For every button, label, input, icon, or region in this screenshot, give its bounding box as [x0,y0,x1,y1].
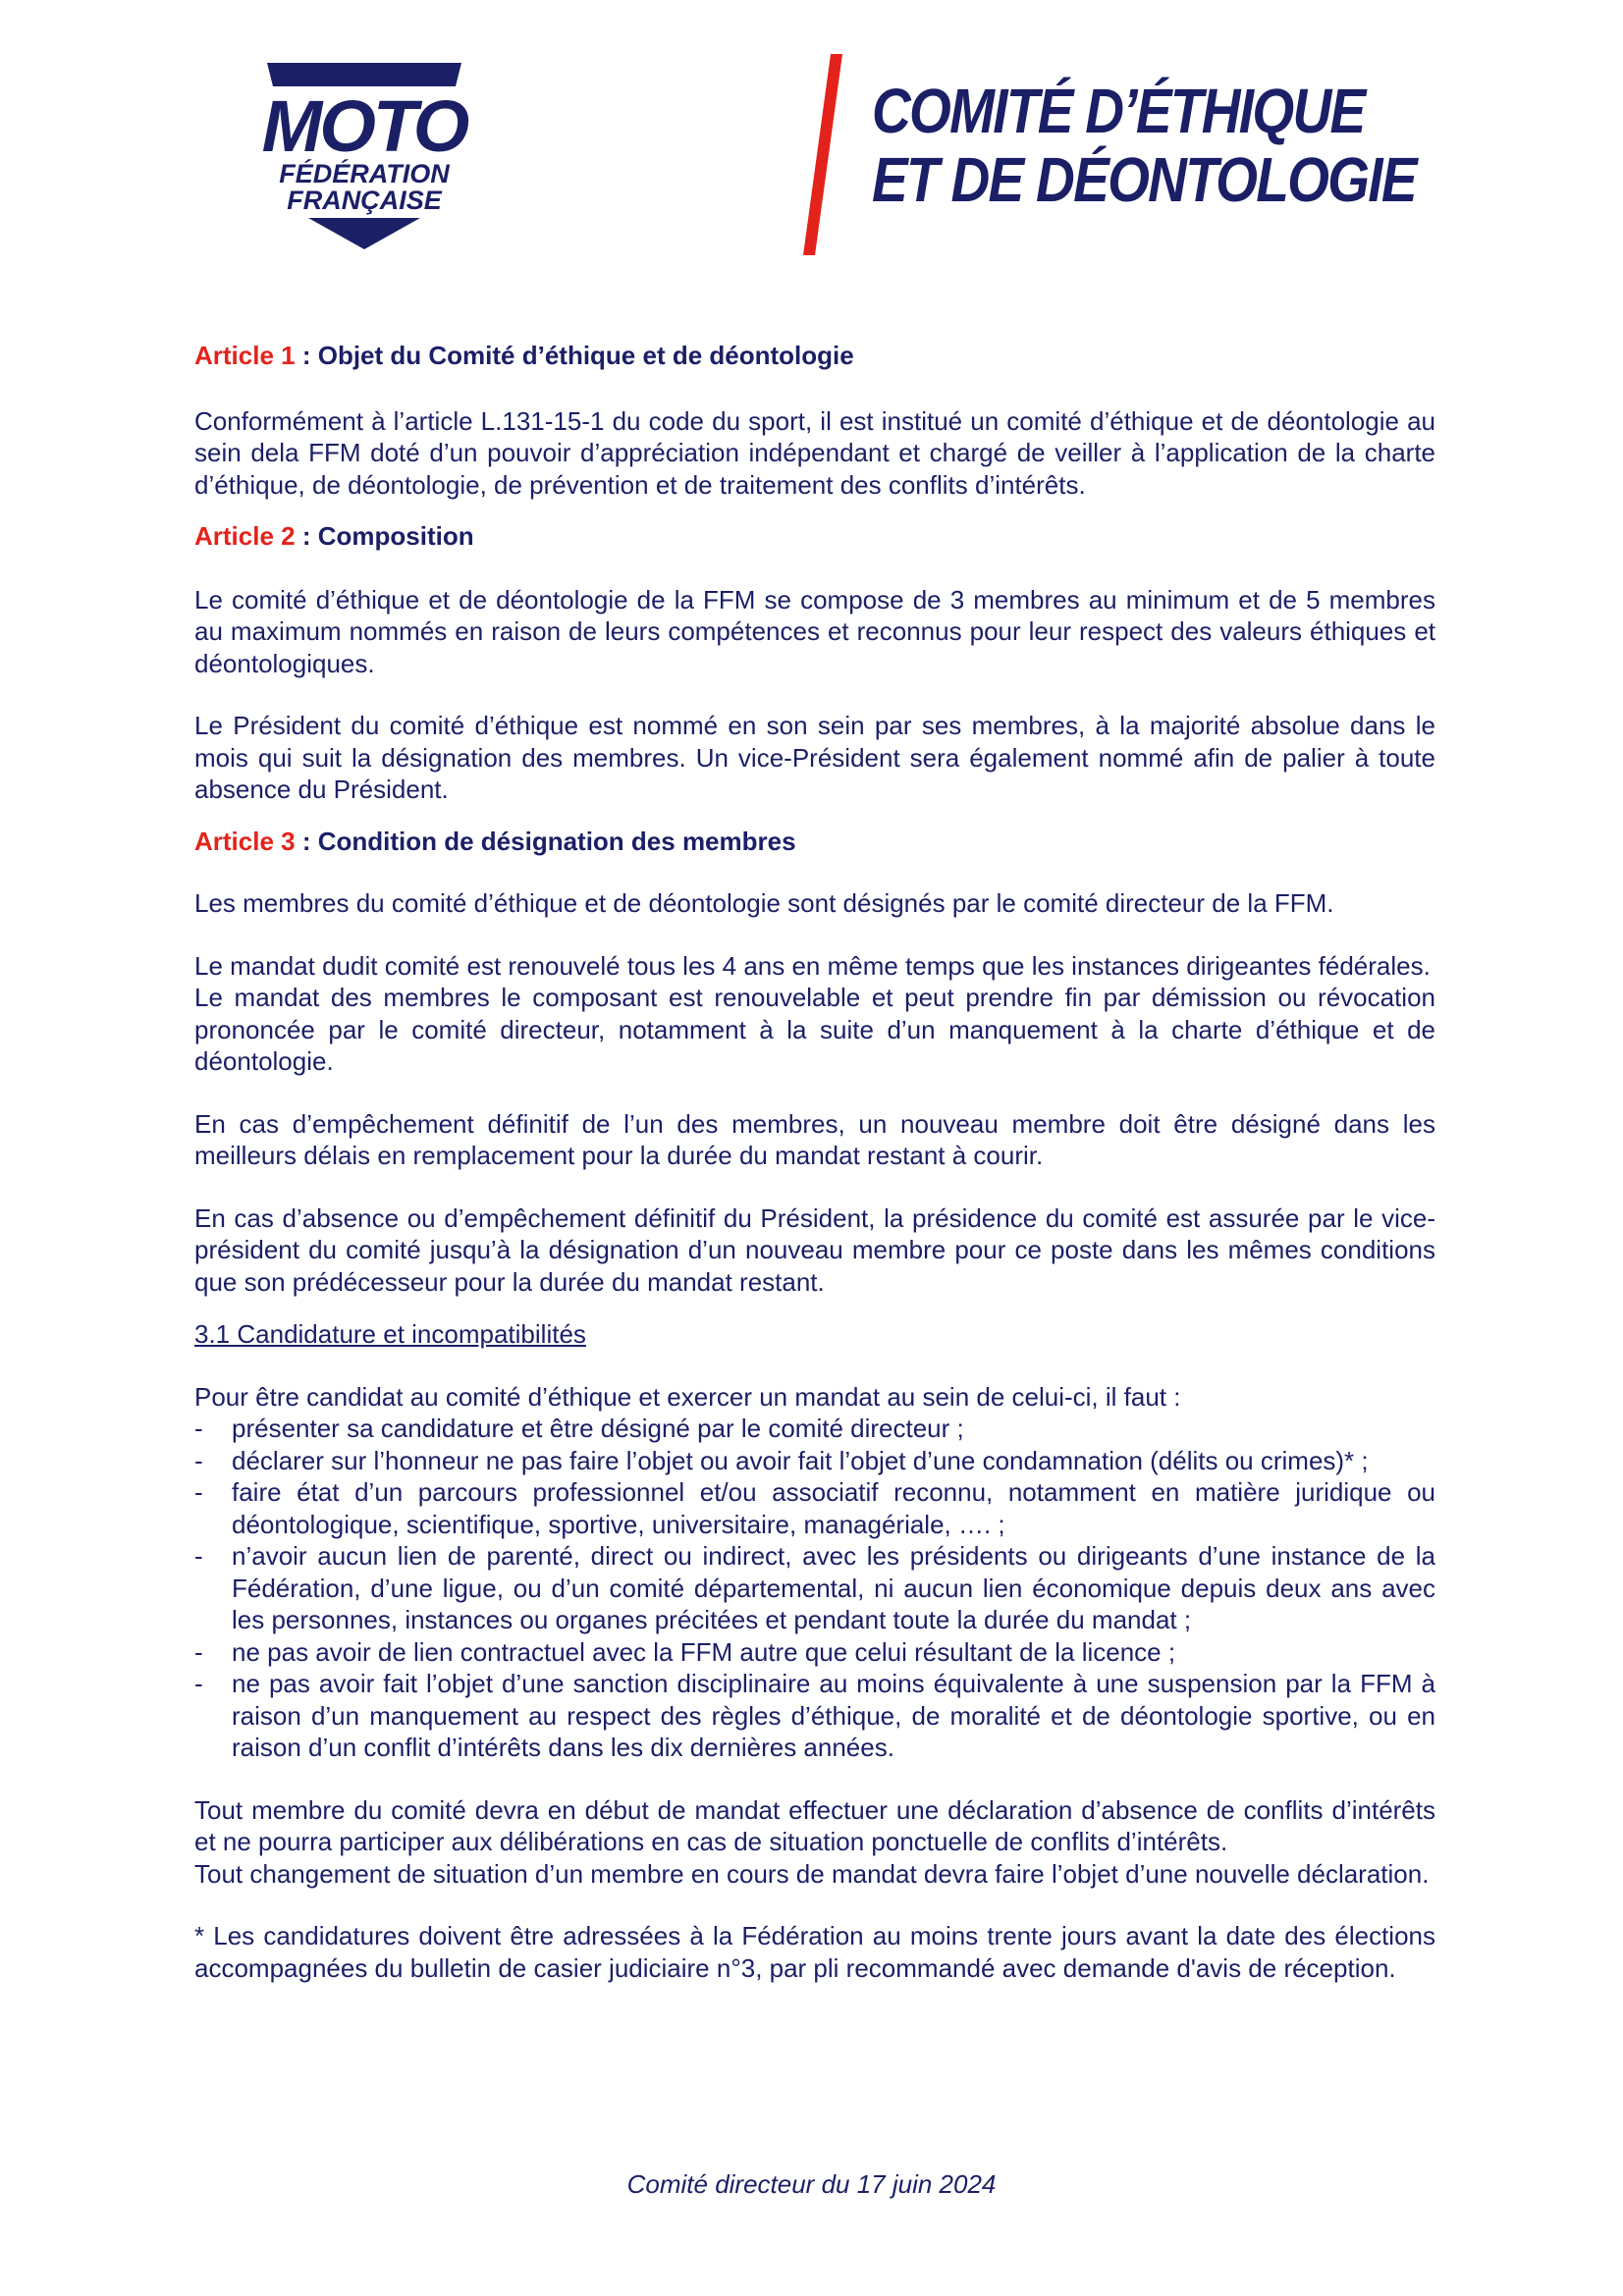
article2-title: Composition [317,521,474,551]
list-item: - présenter sa candidature et être désigné par le comité directeur ; [194,1413,1435,1445]
article3-title: Condition de désignation des membres [317,826,796,856]
article2-heading [194,520,1435,553]
document-body [194,340,1435,1984]
section31-intro: Pour être candidat au comité d’éthique et exercer un mandat au sein de celui-ci, il faut : [194,1381,1181,1412]
article3-paragraph-5: En cas d’absence ou d’empêchement définitif du Président, la présidence du comité est assurée par le vice-président du comité jusqu’à la désignation d’un nouveau membre pour ce poste dans les mêmes conditions que son prédécesseur pour la durée du mandat restant. [194,1202,1435,1297]
ffm-logo [232,57,497,253]
article1-heading [194,340,1435,372]
article2-paragraph-2: Le Président du comité d’éthique est nommé en son sein par ses membres, à la majorité absolue dans le mois qui suit la désignation des membres. Un vice-Président sera également nommé afin de palier à toute absence du Président. [194,711,1435,804]
logo-line1: FÉDÉRATION [279,159,450,188]
article3-paragraph-4: En cas d’empêchement définitif de l’un des membres, un nouveau membre doit être désigné dans les meilleurs délais en remplacement pour la durée du mandat restant à courir. [194,1108,1435,1170]
section31-heading: 3.1 Candidature et incompatibilités [194,1319,586,1349]
list-item: - ne pas avoir fait l’objet d’une sanction disciplinaire au moins équivalente à une suspension par la FFM à raison d’un manquement au respect des règles d’éthique, de moralité et de déontologie sportive, ou en raison d’un conflit d’intérêts dans les dix dernières années. [194,1668,1435,1764]
article2-sep: : [295,521,318,551]
article3-label: Article 3 [194,826,296,856]
list-item: - déclarer sur l’honneur ne pas faire l’objet ou avoir fait l’objet d’une condamnation (délits ou crimes)* ; [194,1445,1435,1477]
article1-label: Article 1 [194,341,296,370]
logo-line2: FRANÇAISE [287,186,442,215]
article2-paragraph-1: Le comité d’éthique et de déontologie de la FFM se compose de 3 membres au minimum et de 5 membres au maximum nommés en raison de leurs compétences et reconnus pour leur respect des valeurs éthiques et déontologiques. [194,584,1435,678]
article3-paragraph-3: Le mandat des membres le composant est renouvelable et peut prendre fin par démission ou révocation prononcée par le comité directeur, notamment à la suite d’un manquement à la charte d’éthique et de déontologie. [194,983,1435,1076]
article1-title: Objet du Comité d’éthique et de déontologie [317,341,854,370]
article3-sep: : [295,826,318,856]
article3-paragraph-2: Le mandat dudit comité est renouvelé tous les 4 ans en même temps que les instances dirigeantes fédérales. [194,950,1431,981]
article1-paragraph: Conformément à l’article L.131-15-1 du code du sport, il est institué un comité d’éthique et de déontologie au sein dela FFM doté d’un pouvoir d’appréciation indépendant et chargé de veiller à l’application de la charte d’éthique, de déontologie, de prévention et de traitement des conflits d’intérêts. [194,405,1435,500]
page-footer: Comité directeur du 17 juin 2024 [626,2169,997,2199]
logo-moto-text: MOTO [261,85,467,167]
list-item: - ne pas avoir de lien contractuel avec la FFM autre que celui résultant de la licence ; [194,1636,1435,1669]
red-slash-divider [803,54,842,255]
list-item: - n’avoir aucun lien de parenté, direct ou indirect, avec les présidents ou dirigeants d’une instance de la Fédération, d’une ligue, ou d’un comité départemental, ni aucun lien économique depuis deux ans avec les personnes, instances ou organes précitées et pendant toute la durée du mandat ; [194,1540,1435,1636]
section31-paragraph-1: Tout membre du comité devra en début de mandat effectuer une déclaration d’absence de conflits d’intérêts et ne pourra participer aux délibérations en cas de situation ponctuelle de conflits d’intérêts. [194,1794,1435,1856]
footnote: * Les candidatures doivent être adressées à la Fédération au moins trente jours avant la date des élections accompagnées du bulletin de casier judiciaire n°3, par pli recommandé avec demande d'avis de réception. [194,1921,1435,1983]
committee-title-line1: COMITÉ D’ÉTHIQUE [872,76,1365,146]
section31-paragraph-2: Tout changement de situation d’un membre en cours de mandat devra faire l’objet d’une nouvelle déclaration. [194,1858,1430,1889]
article3-heading [194,826,1435,858]
article1-sep: : [295,341,318,370]
article2-label: Article 2 [194,521,296,551]
article3-paragraph-1: Les membres du comité d’éthique et de déontologie sont désignés par le comité directeur de la FFM. [194,888,1334,918]
list-item: - faire état d’un parcours professionnel et/ou associatif reconnu, notamment en matière juridique ou déontologique, scientifique, sportive, universitaire, managériale, …. ; [194,1476,1435,1540]
committee-title-line2: ET DE DÉONTOLOGIE [872,144,1416,215]
eligibility-list [194,1413,1435,1764]
committee-title [872,77,1416,214]
